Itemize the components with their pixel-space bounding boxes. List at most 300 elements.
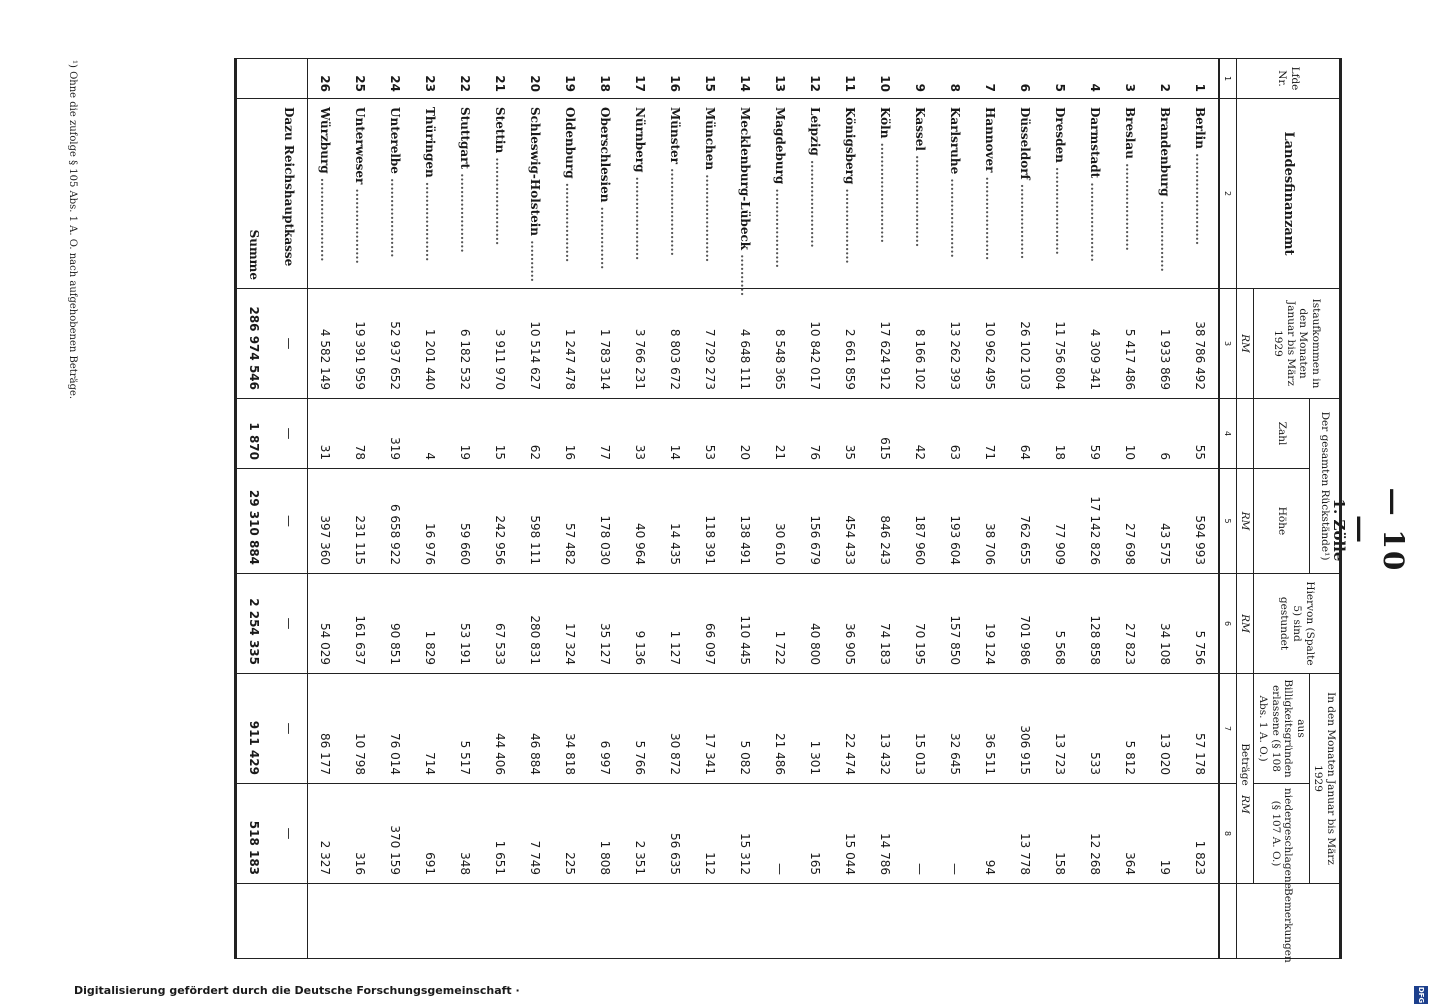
finanzamt-name: Dresden [1053, 107, 1068, 163]
cell-erlassen: 714 [413, 674, 448, 784]
cell-bemerkungen [973, 884, 1008, 959]
row-number: 23 [413, 59, 448, 99]
cell-gestundet: 161 637 [343, 574, 378, 674]
cell-istaufkommen: 3 766 231 [623, 289, 658, 399]
column-index: 2 [1219, 99, 1237, 289]
cell-bemerkungen [553, 884, 588, 959]
revenue-table [234, 58, 1342, 963]
finanzamt-name: Oberschlesien [598, 107, 613, 203]
cell-gestundet: 157 850 [938, 574, 973, 674]
finanzamt-name: Schleswig-Holstein [528, 107, 543, 237]
cell-gestundet: 53 191 [448, 574, 483, 674]
sum-row [235, 59, 272, 959]
cell-ist: 286 974 546 [235, 289, 272, 399]
cell-erlassen: 13 432 [868, 674, 903, 784]
row-number: 7 [973, 59, 1008, 99]
cell-niedergeschlagen: 12 268 [1078, 784, 1113, 884]
leader-dots: ...................... [1193, 148, 1208, 246]
header-zahl: Zahl [1254, 399, 1309, 469]
cell-istaufkommen: 19 391 959 [343, 289, 378, 399]
leader-dots: ................... [423, 177, 438, 262]
cell-erlassen: 5 812 [1113, 674, 1148, 784]
cell-zahl: 64 [1008, 399, 1043, 469]
leader-dots: ..................... [1053, 162, 1068, 255]
cell-niedergeschlagen: 1 808 [588, 784, 623, 884]
cell-niedergeschlagen: 13 778 [1008, 784, 1043, 884]
table-row [1183, 59, 1219, 959]
leader-dots: .................. [843, 184, 858, 264]
finanzamt-name: Oldenburg [563, 107, 578, 179]
row-name [1008, 99, 1043, 289]
cell-zahl: 15 [483, 399, 518, 469]
cell-zahl: 31 [307, 399, 343, 469]
cell-gestundet: 19 124 [973, 574, 1008, 674]
row-number: 10 [868, 59, 903, 99]
cell-gestundet: 34 108 [1148, 574, 1183, 674]
table-body [235, 59, 1219, 959]
cell-zahl: 4 [413, 399, 448, 469]
cell-gestundet: 40 800 [798, 574, 833, 674]
cell-niedergeschlagen: 691 [413, 784, 448, 884]
extra-row [272, 59, 308, 959]
row-name [798, 99, 833, 289]
finanzamt-name: Magdeburg [773, 107, 788, 185]
cell-bemerkungen [833, 884, 868, 959]
cell-erlassen: 5 082 [728, 674, 763, 784]
cell-istaufkommen: 8 803 672 [658, 289, 693, 399]
cell-erlassen: 13 723 [1043, 674, 1078, 784]
row-number: 11 [833, 59, 868, 99]
cell-hoehe: 30 610 [763, 469, 798, 574]
finanzamt-name: Kassel [913, 107, 928, 151]
table-row [1113, 59, 1148, 959]
cell-bemerkungen [938, 884, 973, 959]
row-name [307, 99, 343, 289]
leader-dots: ................. [1158, 196, 1173, 272]
cell-hoehe: 77 909 [1043, 469, 1078, 574]
finanzamt-name: Düsseldorf [1018, 107, 1033, 180]
column-index: 1 [1219, 59, 1237, 99]
row-number: 24 [378, 59, 413, 99]
leader-dots: .................... [633, 172, 648, 261]
row-number: 26 [307, 59, 343, 99]
cell-istaufkommen: 2 661 859 [833, 289, 868, 399]
row-number: 17 [623, 59, 658, 99]
cell-erlassen: 30 872 [658, 674, 693, 784]
finanzamt-name: München [703, 107, 718, 171]
leader-dots: ..................... [1123, 158, 1138, 251]
row-number: 2 [1148, 59, 1183, 99]
cell-niedergeschlagen: 56 635 [658, 784, 693, 884]
cell-gestundet: 70 195 [903, 574, 938, 674]
cell-bemerkungen [1008, 884, 1043, 959]
table-row [378, 59, 413, 959]
row-number: 16 [658, 59, 693, 99]
cell-niedergeschlagen: 15 044 [833, 784, 868, 884]
row-name [1078, 99, 1113, 289]
row-name [623, 99, 658, 289]
cell-istaufkommen: 4 648 111 [728, 289, 763, 399]
cell-niedergeschlagen: — [938, 784, 973, 884]
cell-istaufkommen: 1 933 869 [1148, 289, 1183, 399]
header-hoehe: Höhe [1254, 469, 1309, 574]
cell-hoehe: 231 115 [343, 469, 378, 574]
finanzamt-name: Leipzig [808, 107, 823, 156]
row-name [1043, 99, 1078, 289]
cell-gestundet: 17 324 [553, 574, 588, 674]
finanzamt-name: Stettin [493, 107, 508, 154]
finanzamt-name: Breslau [1123, 107, 1138, 159]
cell-niedergeschlagen: 1 823 [1183, 784, 1219, 884]
cell-bemerkungen [1113, 884, 1148, 959]
row-name [588, 99, 623, 289]
cell-hoehe: 43 575 [1148, 469, 1183, 574]
cell-istaufkommen: 10 842 017 [798, 289, 833, 399]
finanzamt-name: Karlsruhe [948, 107, 963, 175]
cell-niedergeschlagen: — [903, 784, 938, 884]
cell-bemerkungen [413, 884, 448, 959]
table-row [448, 59, 483, 959]
column-index-blank [1219, 884, 1237, 959]
table-row [903, 59, 938, 959]
cell-erlassen: 306 915 [1008, 674, 1043, 784]
unit-zahl-blank [1236, 399, 1254, 469]
cell-gestundet: 5 756 [1183, 574, 1219, 674]
digitization-note-text: Digitalisierung gefördert durch die Deutsche Forschungsgemeinschaft · [74, 984, 520, 997]
subheader-betraege [1236, 674, 1254, 884]
cell-erlassen: 86 177 [307, 674, 343, 784]
leader-dots: .......... [528, 236, 543, 282]
cell-istaufkommen: 5 417 486 [1113, 289, 1148, 399]
cell-gestundet: 35 127 [588, 574, 623, 674]
leader-dots: .................. [1018, 179, 1033, 260]
finanzamt-name: Darmstadt [1088, 107, 1103, 179]
cell-istaufkommen: 4 309 341 [1078, 289, 1113, 399]
cell-hoehe: 29 310 884 [235, 469, 272, 574]
row-number: 13 [763, 59, 798, 99]
cell-erlassen: 17 341 [693, 674, 728, 784]
row-number: 20 [518, 59, 553, 99]
leader-dots: ..................... [668, 164, 683, 256]
cell-istaufkommen: 17 624 912 [868, 289, 903, 399]
row-number: 8 [938, 59, 973, 99]
cell-niedergeschlagen: 15 312 [728, 784, 763, 884]
cell-niedergeschlagen: 370 159 [378, 784, 413, 884]
table-row [553, 59, 588, 959]
row-number: 6 [1008, 59, 1043, 99]
cell-niedergeschlagen: 112 [693, 784, 728, 884]
cell-zahl: 1 870 [235, 399, 272, 469]
leader-dots: ................... [1088, 178, 1103, 262]
cell-hoehe: — [272, 469, 308, 574]
header-bemerkungen: Bemerkungen [1236, 884, 1340, 959]
cell-erlassen: 21 486 [763, 674, 798, 784]
reichshauptkasse-label: Dazu Reichshauptkasse [272, 99, 308, 289]
cell-zahl: 77 [588, 399, 623, 469]
dfg-logo: DFG [1414, 986, 1428, 1004]
cell-nieder: 518 183 [235, 784, 272, 884]
row-name [1148, 99, 1183, 289]
cell-erlassen: 34 818 [553, 674, 588, 784]
row-name [868, 99, 903, 289]
cell-hoehe: 118 391 [693, 469, 728, 574]
cell-erlassen: 6 997 [588, 674, 623, 784]
cell-zahl: 14 [658, 399, 693, 469]
table-row [518, 59, 553, 959]
cell-gestundet: 5 568 [1043, 574, 1078, 674]
cell-bemerkungen [378, 884, 413, 959]
header-landesfinanzamt: Landesfinanzamt [1236, 99, 1340, 289]
header-niedergeschlagen: niedergeschlagene (§ 107 A. O.) [1254, 784, 1309, 884]
column-index: 3 [1219, 289, 1237, 399]
cell-hoehe: 397 360 [307, 469, 343, 574]
cell-gestundet: 66 097 [693, 574, 728, 674]
row-name [553, 99, 588, 289]
cell-gestundet: 1 829 [413, 574, 448, 674]
cell-erlassen: 15 013 [903, 674, 938, 784]
cell-zahl: 16 [553, 399, 588, 469]
row-name [483, 99, 518, 289]
cell-hoehe: 156 679 [798, 469, 833, 574]
cell-erlassen: 10 798 [343, 674, 378, 784]
cell-hoehe: 762 655 [1008, 469, 1043, 574]
cell-gestundet: 67 533 [483, 574, 518, 674]
row-name [1113, 99, 1148, 289]
row-name [518, 99, 553, 289]
cell-bemerkungen [1148, 884, 1183, 959]
header-nr: Lfde Nr. [1236, 59, 1340, 99]
row-name [448, 99, 483, 289]
cell-gestundet: 74 183 [868, 574, 903, 674]
table-row [1008, 59, 1043, 959]
header-istaufkommen: Istaufkommen in den Monaten Januar bis März 1929 [1254, 289, 1341, 399]
cell-zahl: 33 [623, 399, 658, 469]
cell-niedergeschlagen: 158 [1043, 784, 1078, 884]
cell-istaufkommen: 4 582 149 [307, 289, 343, 399]
cell-bemerkungen [483, 884, 518, 959]
cell-erlassen: 76 014 [378, 674, 413, 784]
table-row [623, 59, 658, 959]
column-index-row [1219, 59, 1237, 959]
row-number: 12 [798, 59, 833, 99]
cell-zahl: 62 [518, 399, 553, 469]
cell-erlassen: 5 517 [448, 674, 483, 784]
cell-erlassen: 22 474 [833, 674, 868, 784]
cell-gestundet: 1 722 [763, 574, 798, 674]
finanzamt-name: Münster [668, 107, 683, 164]
cell-bemerkungen [868, 884, 903, 959]
cell-hoehe: 594 993 [1183, 469, 1219, 574]
cell-istaufkommen: 1 783 314 [588, 289, 623, 399]
table-row [413, 59, 448, 959]
cell-zahl: 19 [448, 399, 483, 469]
cell-zahl: 55 [1183, 399, 1219, 469]
cell-bemerkungen [272, 884, 308, 959]
cell-erlassen: 1 301 [798, 674, 833, 784]
cell-niedergeschlagen: 14 786 [868, 784, 903, 884]
row-name [973, 99, 1008, 289]
cell-gestundet: — [272, 574, 308, 674]
cell-erlassen: 36 511 [973, 674, 1008, 784]
cell-niedergeschlagen: 19 [1148, 784, 1183, 884]
cell-zahl: 18 [1043, 399, 1078, 469]
column-index: 4 [1219, 399, 1237, 469]
cell-hoehe: 187 960 [903, 469, 938, 574]
cell-ist: — [272, 289, 308, 399]
cell-bemerkungen [1043, 884, 1078, 959]
cell-zahl: — [272, 399, 308, 469]
table-row [483, 59, 518, 959]
cell-erlassen: 911 429 [235, 674, 272, 784]
cell-niedergeschlagen: 7 749 [518, 784, 553, 884]
cell-erlassen: 46 884 [518, 674, 553, 784]
row-name [413, 99, 448, 289]
cell-zahl: 10 [1113, 399, 1148, 469]
cell-gestundet: 280 831 [518, 574, 553, 674]
cell-istaufkommen: 7 729 273 [693, 289, 728, 399]
cell-hoehe: 193 604 [938, 469, 973, 574]
finanzamt-name: Thüringen [423, 107, 438, 178]
cell-gestundet: 27 823 [1113, 574, 1148, 674]
table-row [728, 59, 763, 959]
cell-istaufkommen: 8 548 365 [763, 289, 798, 399]
table-row [693, 59, 728, 959]
finanzamt-name: Berlin [1193, 107, 1208, 149]
finanzamt-name: Stuttgart [458, 107, 473, 170]
summe-label: Summe [235, 99, 272, 289]
cell-bemerkungen [343, 884, 378, 959]
table-row [973, 59, 1008, 959]
cell-gestundet: 110 445 [728, 574, 763, 674]
cell-erlassen: 13 020 [1148, 674, 1183, 784]
row-name [658, 99, 693, 289]
table-row [1148, 59, 1183, 959]
cell-gestundet: 2 254 335 [235, 574, 272, 674]
cell-istaufkommen: 8 166 102 [903, 289, 938, 399]
cell-zahl: 319 [378, 399, 413, 469]
cell-zahl: 78 [343, 399, 378, 469]
cell-istaufkommen: 13 262 393 [938, 289, 973, 399]
cell-niedergeschlagen: 165 [798, 784, 833, 884]
row-number: 15 [693, 59, 728, 99]
cell-bemerkungen [728, 884, 763, 959]
leader-dots: ..................... [493, 153, 508, 246]
row-number: 1 [1183, 59, 1219, 99]
cell-nieder: — [272, 784, 308, 884]
cell-istaufkommen: 52 937 652 [378, 289, 413, 399]
row-name [833, 99, 868, 289]
leader-dots: .................. [353, 184, 368, 264]
cell-bemerkungen [307, 884, 343, 959]
cell-zahl: 63 [938, 399, 973, 469]
cell-gestundet: 9 136 [623, 574, 658, 674]
cell-istaufkommen: 10 514 627 [518, 289, 553, 399]
leader-dots: .......... [738, 250, 753, 297]
cell-hoehe: 178 030 [588, 469, 623, 574]
row-number: 14 [728, 59, 763, 99]
cell-gestundet: 701 986 [1008, 574, 1043, 674]
cell-hoehe: 138 491 [728, 469, 763, 574]
cell-bemerkungen [693, 884, 728, 959]
cell-zahl: 21 [763, 399, 798, 469]
cell-niedergeschlagen: 2 351 [623, 784, 658, 884]
cell-bemerkungen [1183, 884, 1219, 959]
row-name [903, 99, 938, 289]
cell-hoehe: 454 433 [833, 469, 868, 574]
cell-erlassen: — [272, 674, 308, 784]
row-name [343, 99, 378, 289]
cell-hoehe: 27 698 [1113, 469, 1148, 574]
row-number: 22 [448, 59, 483, 99]
cell-hoehe: 242 956 [483, 469, 518, 574]
cell-hoehe: 16 976 [413, 469, 448, 574]
row-number: 19 [553, 59, 588, 99]
table-row [798, 59, 833, 959]
row-number: 3 [1113, 59, 1148, 99]
leader-dots: ................... [948, 174, 963, 258]
cell-bemerkungen [903, 884, 938, 959]
cell-zahl: 76 [798, 399, 833, 469]
finanzamt-name: Nürnberg [633, 107, 648, 173]
leader-dots: ..................... [808, 155, 823, 248]
cell-hoehe: 598 111 [518, 469, 553, 574]
cell-erlassen: 57 178 [1183, 674, 1219, 784]
leader-dots: ................... [563, 178, 578, 263]
cell-niedergeschlagen: 2 327 [307, 784, 343, 884]
cell-gestundet: 90 851 [378, 574, 413, 674]
row-number: 21 [483, 59, 518, 99]
cell-niedergeschlagen: 94 [973, 784, 1008, 884]
cell-zahl: 42 [903, 399, 938, 469]
cell-istaufkommen: 1 247 478 [553, 289, 588, 399]
row-name [693, 99, 728, 289]
row-name [728, 99, 763, 297]
table-row [763, 59, 798, 959]
cell-zahl: 20 [728, 399, 763, 469]
header-rueckstaende: Der gesamten Rückstände¹) [1309, 399, 1340, 574]
cell-niedergeschlagen: 1 651 [483, 784, 518, 884]
cell-istaufkommen: 38 786 492 [1183, 289, 1219, 399]
cell-istaufkommen: 1 201 440 [413, 289, 448, 399]
cell-zahl: 615 [868, 399, 903, 469]
table-row [833, 59, 868, 959]
cell-istaufkommen: 11 756 804 [1043, 289, 1078, 399]
cell-bemerkungen [235, 884, 272, 959]
leader-dots: ................... [388, 173, 403, 258]
finanzamt-name: Brandenburg [1158, 107, 1173, 197]
cell-hoehe: 846 243 [868, 469, 903, 574]
cell-hoehe: 14 435 [658, 469, 693, 574]
row-name [763, 99, 798, 289]
cell-gestundet: 128 858 [1078, 574, 1113, 674]
cell-bemerkungen [448, 884, 483, 959]
table-row [1043, 59, 1078, 959]
digitization-note [0, 984, 1434, 1000]
cell-hoehe: 57 482 [553, 469, 588, 574]
table-row [307, 59, 343, 959]
row-number: 5 [1043, 59, 1078, 99]
cell-zahl: 71 [973, 399, 1008, 469]
cell-bemerkungen [798, 884, 833, 959]
header-erlassen: aus Billigkeitsgründen erlassene (§ 108 Abs. 1 A. O.) [1254, 674, 1309, 784]
column-index: 6 [1219, 574, 1237, 674]
finanzamt-name: Mecklenburg-Lübeck [738, 107, 753, 251]
leader-dots: ...................... [913, 150, 928, 248]
finanzamt-name: Unterelbe [388, 107, 403, 174]
table-row [1078, 59, 1113, 959]
betraege-label: Beträge [1239, 743, 1252, 786]
cell-bemerkungen [588, 884, 623, 959]
